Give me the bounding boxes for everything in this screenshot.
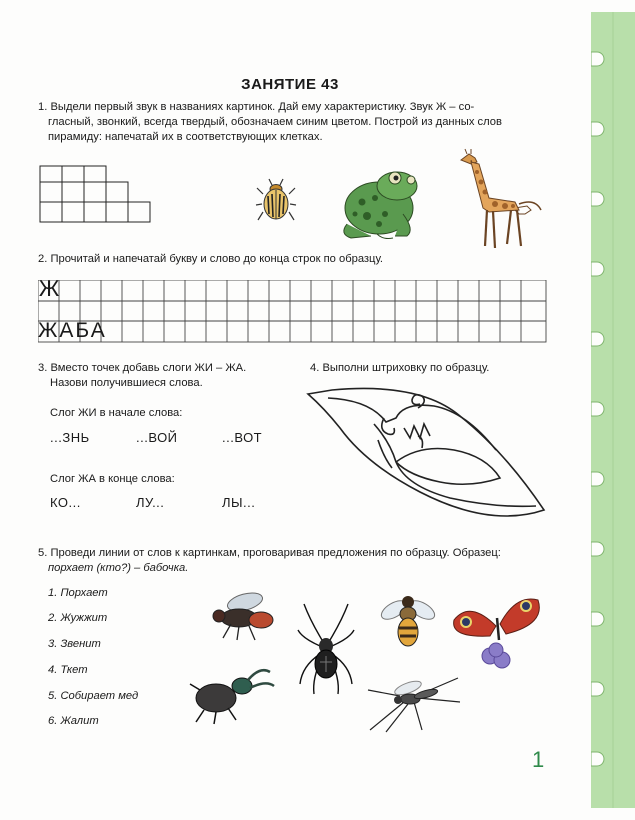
task4-instructions: 4. Выполни штриховку по образцу.: [310, 362, 490, 374]
verb-item[interactable]: 5. Собирает мед: [48, 690, 139, 702]
word-pyramid-grid[interactable]: [38, 160, 158, 236]
verb-item[interactable]: 6. Жалит: [48, 715, 99, 727]
giraffe-picture[interactable]: [455, 148, 545, 252]
syllable-end-label: Слог ЖА в конце слова:: [50, 473, 175, 485]
hatching-pattern-figure[interactable]: [300, 382, 550, 528]
task3-instructions: [38, 361, 298, 391]
green-edge-tab: [591, 12, 635, 808]
syllable-end-item[interactable]: КО...: [50, 495, 81, 510]
stag-beetle-picture[interactable]: [186, 656, 276, 726]
task3-line1: 3. Вместо точек добавь слоги ЖИ – ЖА.: [38, 362, 247, 374]
syllable-start-item[interactable]: ...ВОТ: [222, 430, 263, 445]
fly-picture[interactable]: [205, 590, 281, 642]
task5-instructions: 5. Проведи линии от слов к картинкам, проговаривая предложения по образцу. Образец:: [38, 547, 501, 559]
spider-picture[interactable]: [296, 600, 356, 696]
task3-line2: Назови получившиеся слова.: [50, 377, 203, 389]
sample-word: ЖАБА: [38, 319, 107, 342]
task2-instructions: 2. Прочитай и напечатай букву и слово до конца строк по образцу.: [38, 253, 384, 265]
puzzle-edge-decoration: [591, 12, 635, 808]
task5-example: порхает (кто?) – бабочка.: [48, 562, 189, 574]
task1-line3: пирамиду: напечатай их в соответствующих клетках.: [48, 131, 323, 143]
bee-picture[interactable]: [378, 592, 438, 650]
verb-item[interactable]: 1. Порхает: [48, 587, 108, 599]
task1-line2: гласный, звонкий, всегда твердый, обозначаем синим цветом. Построй из данных слов: [48, 116, 502, 128]
syllable-end-item[interactable]: ЛУ...: [136, 495, 165, 510]
mosquito-picture[interactable]: [364, 672, 464, 734]
copy-writing-grid[interactable]: [38, 276, 550, 344]
frog-picture[interactable]: [337, 164, 427, 242]
syllable-start-item[interactable]: ...ЗНЬ: [50, 430, 90, 445]
syllable-start-item[interactable]: ...ВОЙ: [136, 430, 178, 445]
verb-item[interactable]: 2. Жужжит: [48, 612, 108, 624]
lesson-title: ЗАНЯТИЕ 43: [241, 76, 339, 93]
page-number: 1: [532, 747, 545, 772]
task1-line1: 1. Выдели первый звук в названиях картинок. Дай ему характеристику. Звук Ж – со-: [38, 101, 475, 113]
colorado-beetle-picture[interactable]: [255, 178, 297, 224]
syllable-start-label: Слог ЖИ в начале слова:: [50, 407, 183, 419]
verb-item[interactable]: 3. Звенит: [48, 638, 101, 650]
task1-instructions: [38, 100, 568, 145]
verb-item[interactable]: 4. Ткет: [48, 664, 88, 676]
sample-letter: Ж: [38, 276, 60, 301]
butterfly-picture[interactable]: [450, 590, 546, 674]
syllable-end-item[interactable]: ЛЫ...: [222, 495, 256, 510]
